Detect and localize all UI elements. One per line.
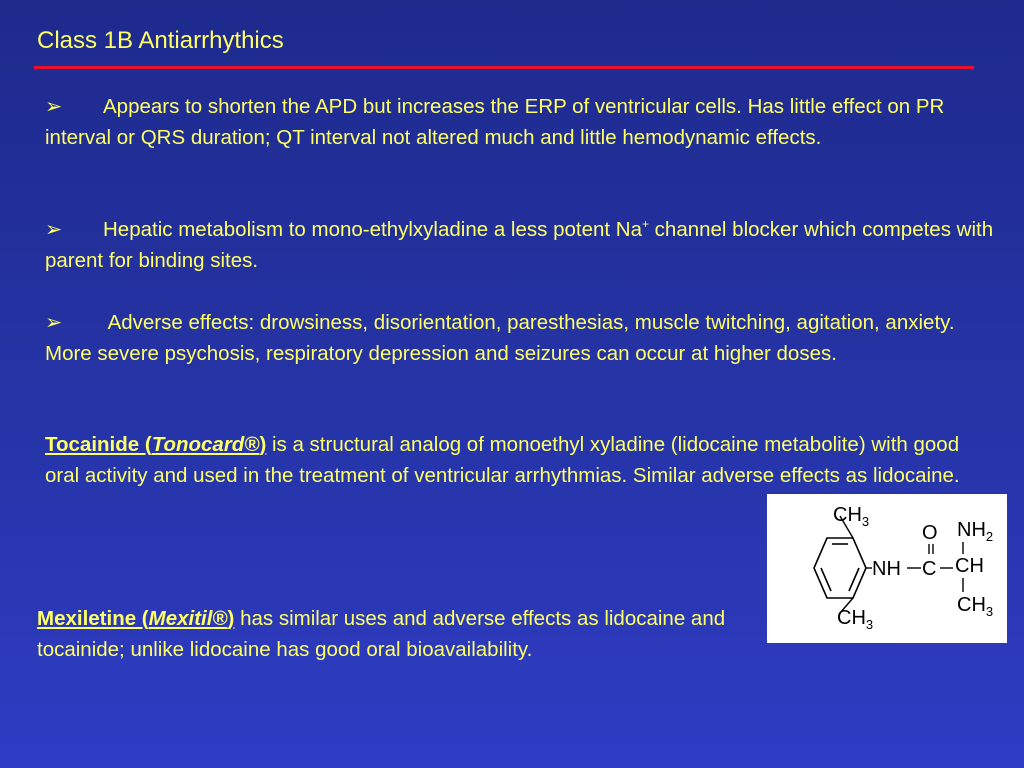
superscript-plus: + xyxy=(641,217,649,232)
mexiletine-paragraph xyxy=(37,604,757,665)
arrow-bullet-icon: ➢ xyxy=(45,311,63,334)
oxygen-label: O xyxy=(922,522,938,544)
bullet-adverse-effects xyxy=(45,308,1005,369)
benzene-ring xyxy=(814,538,866,598)
tocainide-brand: Tonocard® xyxy=(151,433,260,456)
mexiletine-text: has similar uses and adverse effects as lidocaine and tocainide; unlike lidocaine has good oral bioavailability. xyxy=(37,607,726,661)
tocainide-structure-diagram xyxy=(767,494,1007,643)
slide-title: Class 1B Antiarrhythics xyxy=(37,27,284,54)
chemical-structure-svg xyxy=(767,494,1007,643)
tocainide-text: is a structural analog of monoethyl xyladine (lidocaine metabolite) with good oral activity and used in the treatment of ventricular arrhythmias. Similar adverse effects as lidocaine. xyxy=(45,433,960,487)
bullet-text: Adverse effects: drowsiness, disorientation, paresthesias, muscle twitching, agitation, anxiety. More severe psychosis, respiratory depression and seizures can occur at higher doses. xyxy=(45,311,955,365)
bullet-text-cont: channel blocker which competes with parent for binding sites. xyxy=(45,218,994,272)
nh2-label: $NH_2$ xyxy=(957,519,994,544)
ch-label: CH xyxy=(955,555,984,577)
carbon-label: C xyxy=(922,558,937,580)
mexiletine-name: Mexiletine (Mexitil®) xyxy=(37,607,235,630)
mexiletine-brand: Mexitil® xyxy=(148,607,228,630)
ch3-right-label: $CH_3$ xyxy=(957,594,994,619)
nh-label: NH xyxy=(872,558,901,580)
arrow-bullet-icon: ➢ xyxy=(45,95,63,118)
bullet-text: Hepatic metabolism to mono-ethylxyladine a less potent Na xyxy=(103,218,642,241)
ch3-bottom-label: $CH_3$ xyxy=(837,607,874,632)
bullet-text: Appears to shorten the APD but increases the ERP of ventricular cells. Has little effect on PR interval or QRS duration; QT interval not altered much and little hemodynamic effects. xyxy=(45,95,945,149)
tocainide-paragraph xyxy=(45,430,965,491)
arrow-bullet-icon: ➢ xyxy=(45,218,63,241)
bullet-apd-erp xyxy=(45,92,995,153)
bonds xyxy=(840,516,963,613)
tocainide-name: Tocainide (Tonocard®) xyxy=(45,433,267,456)
title-divider xyxy=(34,66,974,69)
bullet-hepatic-metabolism xyxy=(45,215,995,276)
ch3-top-label: $CH_3$ xyxy=(833,504,870,529)
